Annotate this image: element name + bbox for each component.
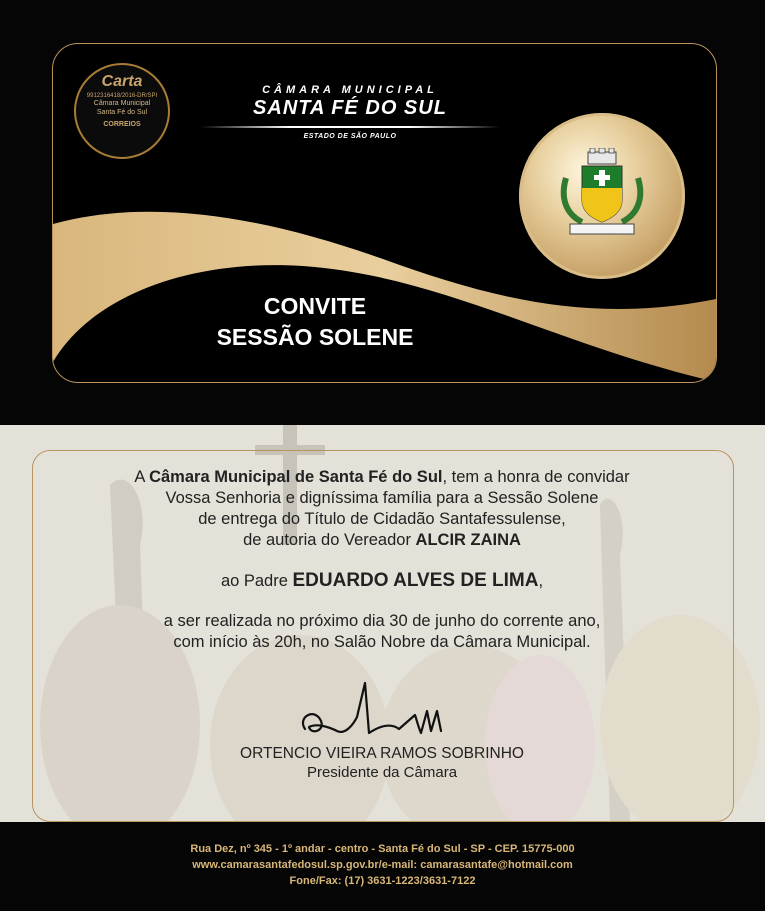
text-fragment: A: [134, 468, 150, 486]
signatory-role: Presidente da Câmara: [306, 764, 458, 781]
invitation-line-3: de entrega do Título de Cidadão Santafessulense,: [198, 510, 566, 528]
invitation-line-7: com início às 20h, no Salão Nobre da Câmara Municipal.: [173, 633, 591, 651]
invitation-line-1: [32, 467, 732, 488]
text-fragment: de autoria do Vereador: [243, 531, 416, 549]
brand-main-text: SANTA FÉ DO SUL: [253, 97, 447, 119]
footer-phone: Fone/Fax: (17) 3631-1223/3631-7122: [289, 875, 476, 887]
text-fragment: ,: [538, 572, 544, 590]
chamber-logo: [200, 84, 500, 140]
honoree-name: EDUARDO ALVES DE LIMA: [292, 570, 539, 591]
invitation-text: [32, 467, 732, 653]
coat-of-arms-medallion: [519, 113, 685, 279]
footer: [0, 822, 765, 911]
chamber-name: Câmara Municipal de Santa Fé do Sul: [149, 468, 443, 486]
brand-top-text: CÂMARA MUNICIPAL: [262, 84, 438, 96]
stamp-title: Carta: [101, 73, 143, 90]
stamp-line-2: Santa Fé do Sul: [96, 109, 148, 116]
text-fragment: , tem a honra de convidar: [442, 468, 630, 486]
invitation-line-4: [32, 530, 732, 551]
signatory-name: ORTENCIO VIEIRA RAMOS SOBRINHO: [240, 745, 524, 762]
spacer: [32, 551, 732, 570]
header-section: [0, 0, 765, 425]
heading-line-1: CONVITE: [263, 293, 367, 319]
invitation-line-2: Vossa Senhoria e digníssima família para a Sessão Solene: [165, 489, 599, 507]
heading-line-2: SESSÃO SOLENE: [216, 324, 414, 350]
invitation-body: [0, 425, 765, 822]
coat-of-arms-icon: [552, 148, 652, 244]
councilor-name: ALCIR ZAINA: [415, 531, 521, 549]
spacer: [32, 592, 732, 611]
brand-sub-text: ESTADO DE SÃO PAULO: [303, 133, 397, 140]
text-fragment: ao Padre: [220, 572, 293, 590]
postal-stamp: [74, 63, 170, 159]
stamp-code: 9912316418/2016-DR/SPI: [86, 93, 158, 99]
stamp-brand: CORREIOS: [103, 121, 141, 128]
signature-scribble: [295, 677, 475, 747]
brand-divider: [200, 126, 500, 128]
footer-web-email: www.camarasantafedosul.sp.gov.br/e-mail: camarasantafe@hotmail.com: [192, 859, 573, 871]
invitation-line-6: a ser realizada no próximo dia 30 de junho do corrente ano,: [163, 612, 601, 630]
footer-address: Rua Dez, nº 345 - 1º andar - centro - Santa Fé do Sul - SP - CEP. 15775-000: [190, 843, 575, 855]
invitation-line-5: [32, 570, 732, 592]
stamp-line-1: Câmara Municipal: [93, 100, 151, 107]
invitation-heading: [150, 291, 480, 353]
